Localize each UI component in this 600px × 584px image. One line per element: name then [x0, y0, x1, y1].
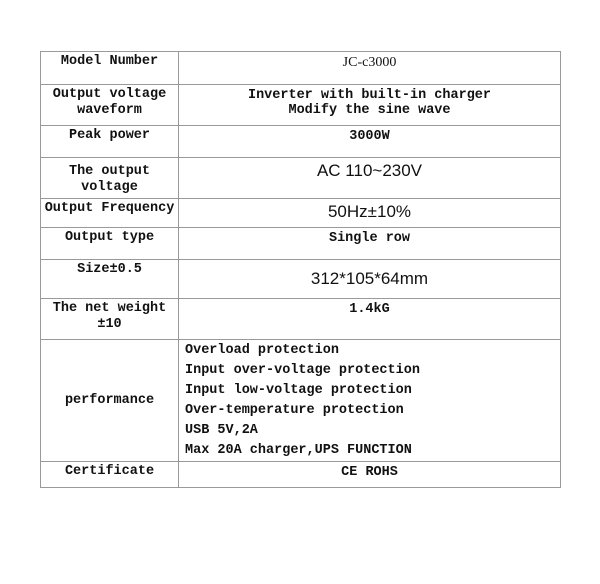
label-text: Model Number [60, 54, 159, 69]
spec-value [179, 158, 561, 199]
label-text: Certificate [64, 464, 155, 479]
label-text: voltage [81, 180, 138, 195]
label-text: waveform [77, 103, 142, 118]
table-row [41, 260, 561, 299]
label-text: The output [68, 164, 150, 179]
table-row [41, 340, 561, 462]
value-text: 312*105*64mm [310, 269, 429, 288]
table-row [41, 52, 561, 85]
value-text: 1.4kG [349, 302, 390, 317]
label-text: Output type [64, 230, 155, 245]
value-text: Modify the sine wave [288, 103, 451, 118]
spec-label [41, 85, 179, 126]
list-item: Max 20A charger,UPS FUNCTION [185, 443, 412, 458]
label-text: Peak power [68, 128, 150, 143]
value-text: CE ROHS [341, 465, 398, 480]
spec-value [179, 228, 561, 260]
spec-label [41, 126, 179, 158]
spec-value [179, 199, 561, 228]
list-item: Input low-voltage protection [185, 383, 412, 398]
spec-value [179, 85, 561, 126]
label-text: Size±0.5 [77, 262, 142, 277]
table-row [41, 462, 561, 488]
spec-value [179, 260, 561, 299]
spec-value-list [179, 340, 561, 462]
spec-label [41, 158, 179, 199]
value-text: JC-c3000 [342, 55, 397, 70]
value-text: Single row [328, 231, 410, 246]
label-text: Output Frequency [44, 201, 175, 216]
table-row [41, 85, 561, 126]
table-row [41, 199, 561, 228]
value-text: Inverter with built-in charger [247, 88, 492, 103]
spec-label [41, 228, 179, 260]
spec-label [41, 340, 179, 462]
list-item: Input over-voltage protection [185, 363, 420, 378]
spec-value [179, 299, 561, 340]
spec-value [179, 462, 561, 488]
value-text: 50Hz±10% [327, 202, 412, 221]
spec-label [41, 299, 179, 340]
list-item: Over-temperature protection [185, 403, 404, 418]
label-text: Output voltage [52, 87, 167, 102]
label-text: The net weight [52, 301, 167, 316]
spec-label [41, 260, 179, 299]
label-text: performance [64, 392, 155, 408]
spec-value [179, 126, 561, 158]
spec-value [179, 52, 561, 85]
spec-label [41, 199, 179, 228]
list-item: USB 5V,2A [185, 423, 258, 438]
spec-table [40, 51, 561, 488]
value-text: 3000W [349, 129, 390, 144]
label-text: ±10 [97, 317, 122, 332]
list-item: Overload protection [185, 343, 339, 358]
spec-label [41, 52, 179, 85]
table-row [41, 126, 561, 158]
spec-label [41, 462, 179, 488]
table-row [41, 158, 561, 199]
table-row [41, 299, 561, 340]
value-text: AC 110~230V [316, 161, 423, 180]
table-row [41, 228, 561, 260]
